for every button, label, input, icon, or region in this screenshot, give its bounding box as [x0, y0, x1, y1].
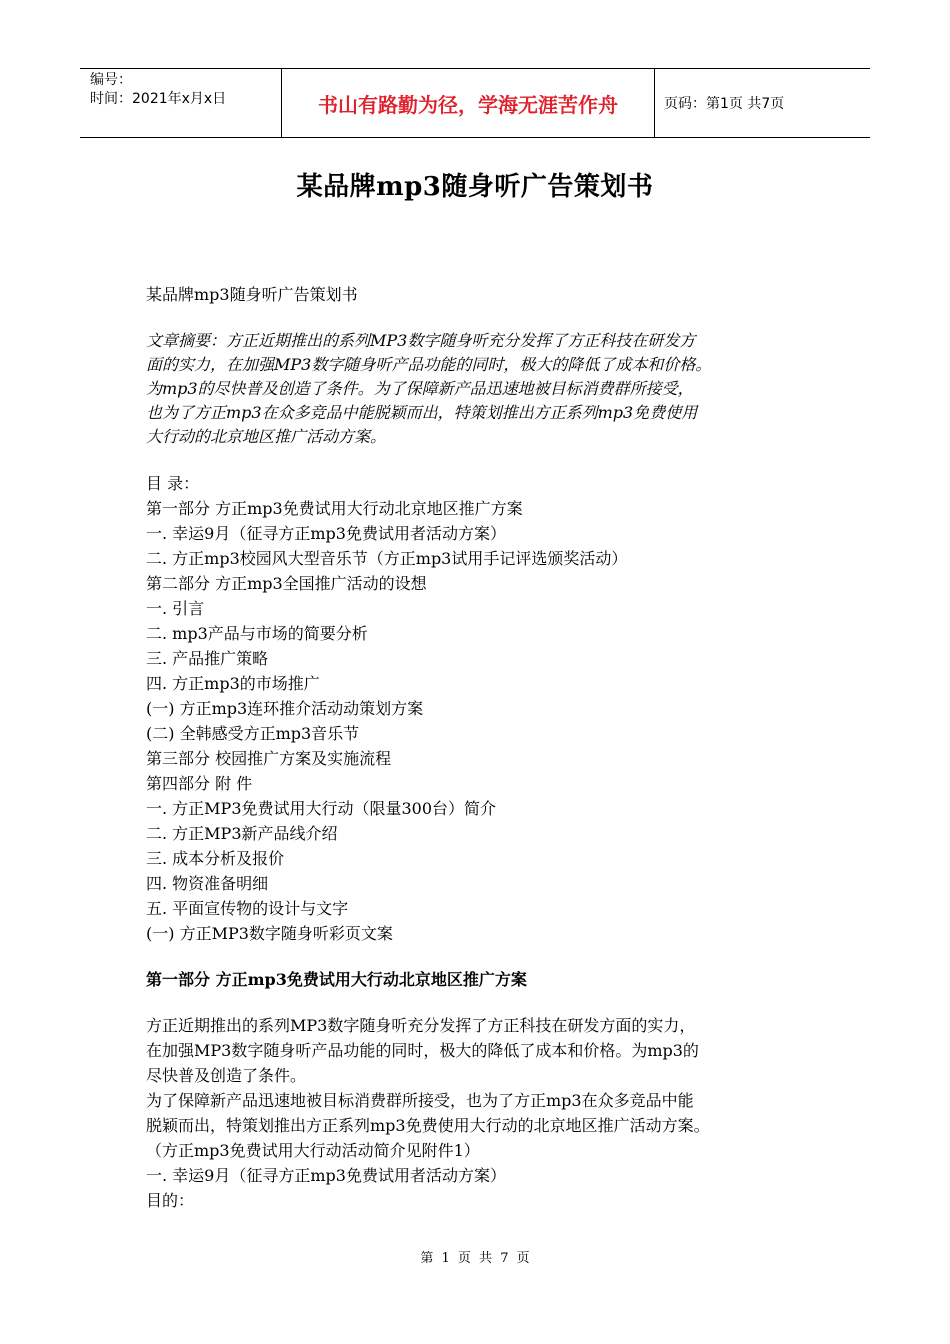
time-label: 时间：2021年x月x日	[90, 91, 227, 107]
header-motto: 书山有路勤为径，学海无涯苦作舟	[281, 69, 655, 137]
toc-heading: 目 录：	[146, 474, 200, 493]
page-footer: 第 1 页 共 7 页	[420, 1251, 530, 1266]
table-of-contents	[146, 471, 816, 946]
toc-item: 一. 幸运9月（征寻方正mp3免费试用者活动方案）	[146, 524, 506, 543]
section-body	[146, 1013, 816, 1213]
toc-item: 五. 平面宣传物的设计与文字	[146, 899, 349, 918]
document-title: 某品牌mp3随身听广告策划书	[296, 172, 654, 202]
document-subtitle: 某品牌mp3随身听广告策划书	[146, 285, 358, 304]
toc-item: 第一部分 方正mp3免费试用大行动北京地区推广方案	[146, 499, 523, 518]
toc-item: 三. 产品推广策略	[146, 649, 269, 668]
toc-item: 二. 方正MP3新产品线介绍	[146, 824, 338, 843]
abstract-line: 也为了方正mp3在众多竞品中能脱颖而出，特策划推出方正系列mp3免费使用	[146, 403, 698, 422]
abstract-line: 为mp3的尽快普及创造了条件。为了保障新产品迅速地被目标消费群所接受，	[146, 379, 694, 398]
toc-item: (二) 全韩感受方正mp3音乐节	[146, 724, 360, 743]
toc-item: 一. 方正MP3免费试用大行动（限量300台）简介	[146, 799, 497, 818]
abstract	[146, 329, 816, 449]
body-line: （方正mp3免费试用大行动活动简介见附件1）	[146, 1141, 480, 1160]
body-line: 一. 幸运9月（征寻方正mp3免费试用者活动方案）	[146, 1166, 506, 1185]
toc-item: (一) 方正MP3数字随身听彩页文案	[146, 924, 393, 943]
body-line: 尽快普及创造了条件。	[146, 1066, 307, 1085]
toc-item: 第四部分 附 件	[146, 774, 253, 793]
toc-item: 二. 方正mp3校园风大型音乐节（方正mp3试用手记评选颁奖活动）	[146, 549, 628, 568]
toc-item: 三. 成本分析及报价	[146, 849, 285, 868]
number-label: 编号：	[90, 72, 132, 88]
document-header	[80, 68, 870, 138]
document-body	[146, 283, 816, 1213]
body-line: 脱颖而出，特策划推出方正系列mp3免费使用大行动的北京地区推广活动方案。	[146, 1116, 710, 1135]
header-page-info: 页码：第1页 共7页	[664, 96, 785, 112]
toc-item: 二. mp3产品与市场的简要分析	[146, 624, 368, 643]
body-line: 为了保障新产品迅速地被目标消费群所接受，也为了方正mp3在众多竞品中能	[146, 1091, 694, 1110]
toc-item: 四. 物资准备明细	[146, 874, 269, 893]
toc-item: 四. 方正mp3的市场推广	[146, 674, 320, 693]
abstract-line: 大行动的北京地区推广活动方案。	[146, 427, 387, 446]
body-line: 目的：	[146, 1191, 195, 1210]
abstract-line: 文章摘要：方正近期推出的系列MP3数字随身听充分发挥了方正科技在研发方	[146, 331, 696, 350]
body-line: 在加强MP3数字随身听产品功能的同时，极大的降低了成本和价格。为mp3的	[146, 1041, 699, 1060]
toc-item: 第三部分 校园推广方案及实施流程	[146, 749, 392, 768]
toc-item: (一) 方正mp3连环推介活动动策划方案	[146, 699, 424, 718]
header-meta	[90, 71, 280, 109]
section-heading: 第一部分 方正mp3免费试用大行动北京地区推广方案	[146, 970, 527, 989]
toc-item: 一. 引言	[146, 599, 205, 618]
toc-item: 第二部分 方正mp3全国推广活动的设想	[146, 574, 427, 593]
body-line: 方正近期推出的系列MP3数字随身听充分发挥了方正科技在研发方面的实力，	[146, 1016, 696, 1035]
abstract-line: 面的实力，在加强MP3数字随身听产品功能的同时，极大的降低了成本和价格。	[146, 355, 712, 374]
